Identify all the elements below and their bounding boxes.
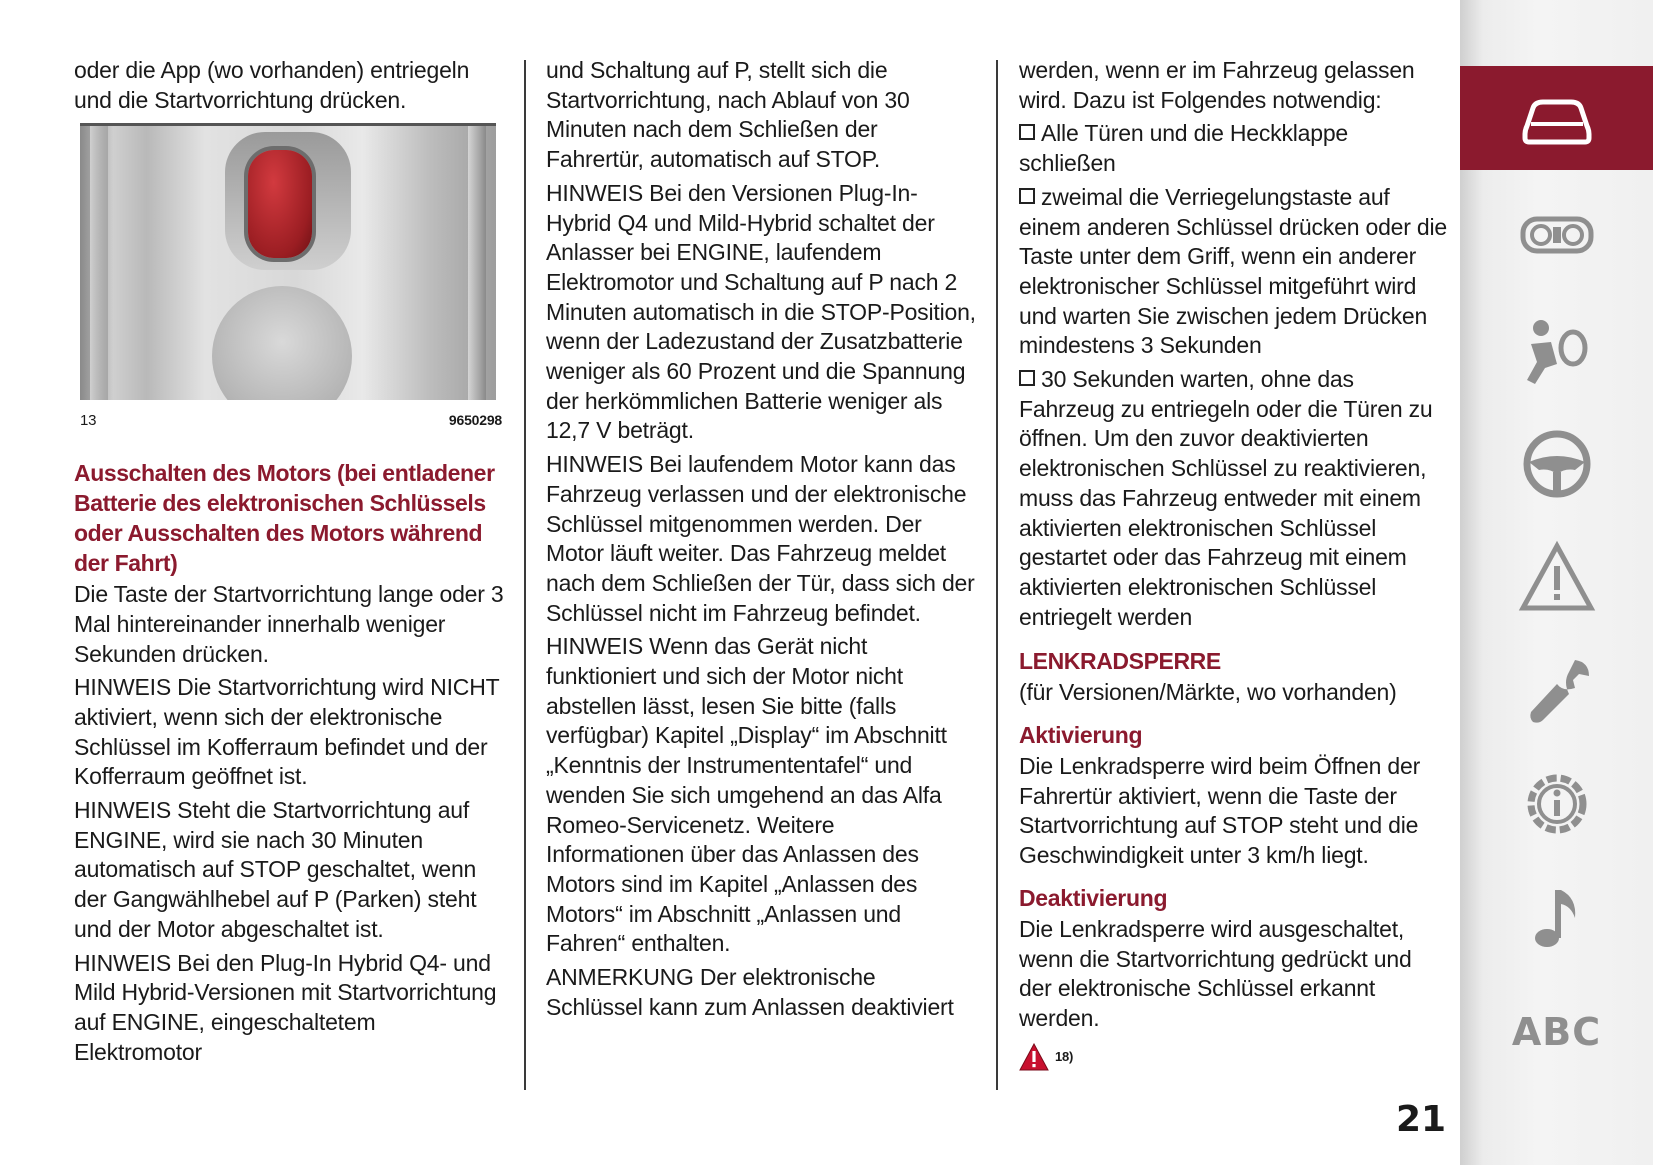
intro-text: oder die App (wo vorhanden) entriegeln und die Startvorrichtung drücken. — [74, 57, 470, 113]
tab-index[interactable] — [1460, 980, 1653, 1084]
subheading-activation: Aktivierung — [1019, 722, 1143, 749]
paragraph: Die Lenkradsperre wird ausgeschaltet, wenn die Startvorrichtung gedrückt und der elektronische Schlüssel erkannt werden. — [1019, 915, 1412, 1031]
warning-ref-number: 18) — [1055, 1048, 1074, 1064]
steering-wheel-icon — [1517, 424, 1597, 504]
start-button-figure — [80, 123, 496, 400]
column-1 — [74, 56, 504, 1071]
paragraph: HINWEIS Wenn das Gerät nicht funktioniert und sich der Motor nicht abstellen lässt, lesen Sie bitte (falls verfügbar) Kapitel „Display“ im Abschnitt „Kenntnis der Instrumententafel“ und wenden Sie sich umgehend an das Alfa Romeo-Servicenetz. Weitere Informationen über das Anlassen des Motors sind im Kapitel „Anlassen des Motors“ im Abschnitt „Anlassen und Fahren“ enthalten. — [546, 633, 947, 957]
chapter-sidebar — [1460, 0, 1653, 1165]
figure-start-button — [248, 150, 312, 258]
figure-ridge-left — [90, 126, 108, 400]
paragraph: HINWEIS Bei den Versionen Plug-In-Hybrid Q4 und Mild-Hybrid schaltet der Anlasser bei ENGINE, laufendem Elektromotor und Schaltung auf P nach 2 Minuten automatisch in die STOP-Position, wenn der Ladezustand der Zusatzbatterie weniger als 60 Prozent und die Spannung der herkömmlichen Batterie weniger als 12,7 V beträgt. — [546, 179, 976, 444]
section-heading-steering-lock: LENKRADSPERRE — [1019, 648, 1221, 675]
column-2 — [546, 56, 976, 1027]
checkbox-bullet-icon — [1019, 188, 1035, 204]
paragraph: und Schaltung auf P, stellt sich die Startvorrichtung, nach Ablauf von 30 Minuten nach dem Schließen der Fahrertür, automatisch auf STOP. — [546, 57, 910, 173]
figure-number: 13 — [80, 412, 97, 430]
paragraph: Die Taste der Startvorrichtung lange oder 3 Mal hintereinander innerhalb weniger Sekunden drücken. — [74, 581, 504, 667]
tab-driving[interactable] — [1460, 412, 1653, 516]
tab-emergency[interactable] — [1460, 526, 1653, 630]
bullet-item: zweimal die Verriegelungstaste auf einem anderen Schlüssel drücken oder die Taste unter dem Griff, wenn ein anderer elektronischer Schlüssel mitgeführt wird und warten Sie zwischen jedem Drücken mindestens 3 Sekunden — [1019, 183, 1447, 359]
column-3 — [1019, 56, 1449, 1071]
tab-car[interactable] — [1460, 66, 1653, 170]
subheading-deactivation: Deaktivierung — [1019, 884, 1168, 911]
column-divider — [996, 60, 998, 1090]
paragraph: HINWEIS Steht die Startvorrichtung auf ENGINE, wird sie nach 30 Minuten automatisch auf STOP geschaltet, wenn der Gangwählhebel auf P (Parken) steht und der Motor abgeschaltet ist. — [74, 797, 477, 942]
wrench-icon — [1517, 652, 1597, 732]
abc-icon: ABC — [1511, 1010, 1602, 1054]
tab-safety[interactable] — [1460, 300, 1653, 404]
dashboard-icon — [1517, 195, 1597, 275]
bullet-item: Alle Türen und die Heckklappe schließen — [1019, 120, 1349, 177]
gear-info-icon — [1517, 764, 1597, 844]
paragraph: ANMERKUNG Der elektronische Schlüssel kann zum Anlassen deaktiviert — [546, 964, 954, 1020]
figure-caption — [80, 406, 502, 436]
music-note-icon — [1517, 878, 1597, 958]
figure-code: 9650298 — [448, 412, 502, 429]
column-divider — [524, 60, 526, 1090]
figure-cupholder — [212, 286, 352, 400]
tab-instruments[interactable] — [1460, 183, 1653, 287]
checkbox-bullet-icon — [1019, 370, 1035, 386]
heading-note: (für Versionen/Märkte, wo vorhanden) — [1019, 679, 1397, 706]
section-heading-engine-off: Ausschalten des Motors (bei entladener Batterie des elektronischen Schlüssels oder Ausschalten des Motors während der Fahrt) — [74, 460, 495, 577]
bullet-item: 30 Sekunden warten, ohne das Fahrzeug zu entriegeln oder die Türen zu öffnen. Um den zuvor deaktivierten elektronischen Schlüssel zu reaktivieren, muss das Fahrzeug entweder mit einem aktivierten elektronischen Schlüssel gestartet oder das Fahrzeug mit einem aktivierten elektronischen Schlüssel entriegelt werden — [1019, 366, 1433, 630]
paragraph: Die Lenkradsperre wird beim Öffnen der Fahrertür aktiviert, wenn die Taste der Startvorrichtung auf STOP steht und die Geschwindigkeit unter 3 km/h liegt. — [1019, 753, 1421, 869]
paragraph: HINWEIS Bei den Plug-In Hybrid Q4- und Mild Hybrid-Versionen mit Startvorrichtung auf ENGINE, eingeschaltetem Elektromotor — [74, 949, 497, 1065]
car-icon — [1517, 78, 1597, 158]
paragraph: werden, wenn er im Fahrzeug gelassen wird. Dazu ist Folgendes notwendig: — [1019, 57, 1415, 113]
paragraph: HINWEIS Bei laufendem Motor kann das Fahrzeug verlassen und der elektronische Schlüssel mitgenommen werden. Der Motor läuft weiter. Das Fahrzeug meldet nach dem Schließen der Tür, dass sich der Schlüssel nicht im Fahrzeug befindet. — [546, 451, 975, 626]
page-number: 21 — [1396, 1099, 1447, 1140]
warning-icon — [1517, 538, 1597, 618]
figure-ridge-right — [468, 126, 486, 400]
warning-triangle-icon — [1019, 1043, 1049, 1071]
tab-multimedia[interactable] — [1460, 866, 1653, 970]
tab-maintenance[interactable] — [1460, 640, 1653, 744]
airbag-icon — [1517, 312, 1597, 392]
warning-reference[interactable] — [1019, 1042, 1449, 1072]
tab-technical-data[interactable] — [1460, 752, 1653, 856]
paragraph: HINWEIS Die Startvorrichtung wird NICHT aktiviert, wenn sich der elektronische Schlüssel im Kofferraum befindet und der Kofferraum geöffnet ist. — [74, 674, 500, 790]
checkbox-bullet-icon — [1019, 124, 1035, 140]
